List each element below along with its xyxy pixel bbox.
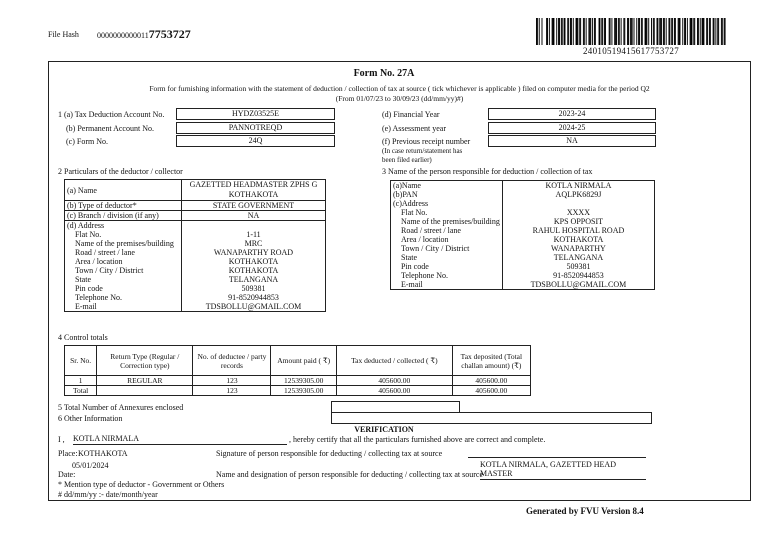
place-value: KOTHAKOTA [78,449,128,458]
row-label: Road / street / lane [65,248,182,257]
deductor-section-heading: 2 Particulars of the deductor / collector [58,167,183,176]
cell: 123 [193,376,271,386]
row-label: E-mail [65,302,182,312]
table-header-row [65,346,531,376]
prev-receipt-label: (f) Previous receipt number [382,137,471,146]
barcode-number: 24010519415617753727 [583,46,679,56]
row-value: STATE GOVERNMENT [182,201,326,211]
table-row [65,230,326,239]
form-no-field: 24Q [176,135,335,147]
footnote-deductor-type: * Mention type of deductor - Government or Others [58,480,225,489]
deductor-name-label: (a) Name [65,180,182,201]
table-row [65,266,326,275]
ay-field: 2024-25 [488,122,656,134]
table-row [391,253,655,262]
cell: 12539305.00 [271,376,337,386]
table-row [65,293,326,302]
row-label: (b) Type of deductor* [65,201,182,211]
form-subtitle: Form for furnishing information with the statement of deduction / collection of tax at source ( tick whichever is applicable ) filed on computer media for the period Q2 [149,84,650,93]
row-label: Area / location [391,235,503,244]
cell: 405600.00 [336,376,452,386]
row-value: 91-8520944853 [182,293,326,302]
verification-title: VERIFICATION [354,425,414,434]
row-value: KOTLA NIRMALA [545,181,612,190]
row-value: 509381 [566,262,591,271]
prev-receipt-note: been filed earlier) [382,156,432,164]
row-value: WANAPARTHY [551,244,606,253]
file-hash-label: File Hash [48,30,79,39]
row-label: Town / City / District [65,266,182,275]
form-title: Form No. 27A [353,68,415,79]
barcode-image [536,18,726,45]
row-label: (c) Branch / division (if any) [65,211,182,221]
row-label: Town / City / District [391,244,503,253]
verification-statement: , hereby certify that all the particulars furnished above are correct and complete. [289,435,546,444]
deductor-table [64,179,326,312]
cell: 123 [193,386,271,396]
deductor-name-line2: KOTHAKOTA [228,190,279,199]
row-label: Road / street / lane [391,226,503,235]
row-value: KOTHAKOTA [553,235,604,244]
column-header: Tax deposited (Total challan amount) (₹) [452,346,530,376]
form-no-label: (c) Form No. [66,137,108,146]
file-hash [97,27,191,42]
row-value: WANAPARTHY ROAD [182,248,326,257]
column-header: Amount paid ( ₹) [271,346,337,376]
fy-label: (d) Financial Year [382,110,440,119]
responsible-person-heading: 3 Name of the person responsible for deduction / collection of tax [382,167,593,176]
row-label: Flat No. [391,208,503,217]
cell: 405600.00 [452,386,530,396]
table-row [65,248,326,257]
row-value: TDSBOLLU@GMAIL.COM [530,280,627,289]
footnote-date-format: # dd/mm/yy :- date/month/year [58,490,158,499]
row-value: AQLPK6829J [555,190,602,199]
row-label: (a)Name [391,181,503,191]
control-totals-table [64,345,531,396]
deductor-name-line1: GAZETTED HEADMASTER ZPHS G [189,180,318,189]
file-hash-prefix: 0000000000011 [97,31,149,40]
row-label: Pin code [391,262,503,271]
row-value: TELANGANA [553,253,604,262]
column-header: No. of deductee / party records [193,346,271,376]
table-row [65,211,326,221]
cell [97,386,193,396]
other-info-field [331,412,652,424]
row-value [182,221,326,231]
signature-line [468,457,646,458]
row-label: State [65,275,182,284]
cell: 405600.00 [336,386,452,396]
row-label: (d) Address [65,221,182,231]
table-row [391,271,655,280]
table-row [65,239,326,248]
table-row [65,180,326,201]
control-totals-heading: 4 Control totals [58,333,108,342]
row-label: (b)PAN [391,190,503,199]
table-row [65,284,326,293]
row-label: Name of the premises/building [65,239,182,248]
designation-line2: MASTER [480,469,646,480]
pan-field: PANNOTREQD [176,122,335,134]
table-row [391,262,655,271]
row-value: TDSBOLLU@GMAIL.COM [182,302,326,312]
designation-line1: KOTLA NIRMALA, GAZETTED HEAD [480,460,616,469]
row-label: (c)Address [391,199,503,208]
table-row [391,280,655,290]
row-value: TELANGANA [182,275,326,284]
date-label: Date: [58,470,76,479]
responsible-person-table [390,180,655,290]
verifier-name: KOTLA NIRMALA [73,434,287,445]
table-row [65,376,531,386]
tan-field: HYDZ03525E [176,108,335,120]
row-value: RAHUL HOSPITAL ROAD [532,226,625,235]
tan-label: 1 (a) Tax Deduction Account No. [58,110,165,119]
other-info-label: 6 Other Information [58,414,123,423]
table-row [65,386,531,396]
cell: REGULAR [97,376,193,386]
file-hash-suffix: 7753727 [148,27,191,41]
cell: Total [65,386,97,396]
column-header: Return Type (Regular / Correction type) [97,346,193,376]
row-value: 91-8520944853 [553,271,604,280]
table-row [391,244,655,253]
cell: 405600.00 [452,376,530,386]
row-value: NA [182,211,326,221]
column-header: Sr. No. [65,346,97,376]
table-row [65,221,326,231]
date-value: 05/01/2024 [72,461,109,470]
table-row [65,302,326,312]
deductor-name-value [182,180,326,201]
row-label: Telephone No. [391,271,503,280]
row-value: XXXX [566,208,590,217]
prev-receipt-note: (In case return/statement has [382,147,463,155]
row-value: KOTHAKOTA [182,266,326,275]
place-label: Place: [58,449,78,458]
cell: 1 [65,376,97,386]
ay-label: (e) Assessment year [382,124,446,133]
row-label: Name of the premises/building [391,217,503,226]
column-header: Tax deducted / collected ( ₹) [336,346,452,376]
table-row [391,217,655,226]
row-value: 1-11 [182,230,326,239]
row-label: Area / location [65,257,182,266]
row-value: 509381 [182,284,326,293]
verification-prefix: I , [58,435,65,444]
row-label: Pin code [65,284,182,293]
table-row [391,235,655,244]
table-row [65,257,326,266]
cell: 12539305.00 [271,386,337,396]
row-label: Telephone No. [65,293,182,302]
row-label: E-mail [391,280,503,290]
row-value: MRC [182,239,326,248]
designation-label: Name and designation of person responsible for deducting / collecting tax at source [216,470,484,479]
table-row [65,201,326,211]
fy-field: 2023-24 [488,108,656,120]
row-value: KOTHAKOTA [182,257,326,266]
pan-label: (b) Permanent Account No. [66,124,154,133]
row-value: KPS OPPOSIT [553,217,603,226]
table-row [391,190,655,199]
generated-by: Generated by FVU Version 8.4 [526,506,644,516]
annexures-label: 5 Total Number of Annexures enclosed [58,403,184,412]
row-label: Flat No. [65,230,182,239]
table-row [391,208,655,217]
prev-receipt-field: NA [488,135,656,147]
table-row [391,226,655,235]
table-row [65,275,326,284]
table-row [391,181,655,191]
table-row [391,199,655,208]
signature-label: Signature of person responsible for deducting / collecting tax at source [216,449,443,458]
row-value [502,199,654,208]
form-period: (From 01/07/23 to 30/09/23 (dd/mm/yy)#) [335,94,464,103]
row-label: State [391,253,503,262]
